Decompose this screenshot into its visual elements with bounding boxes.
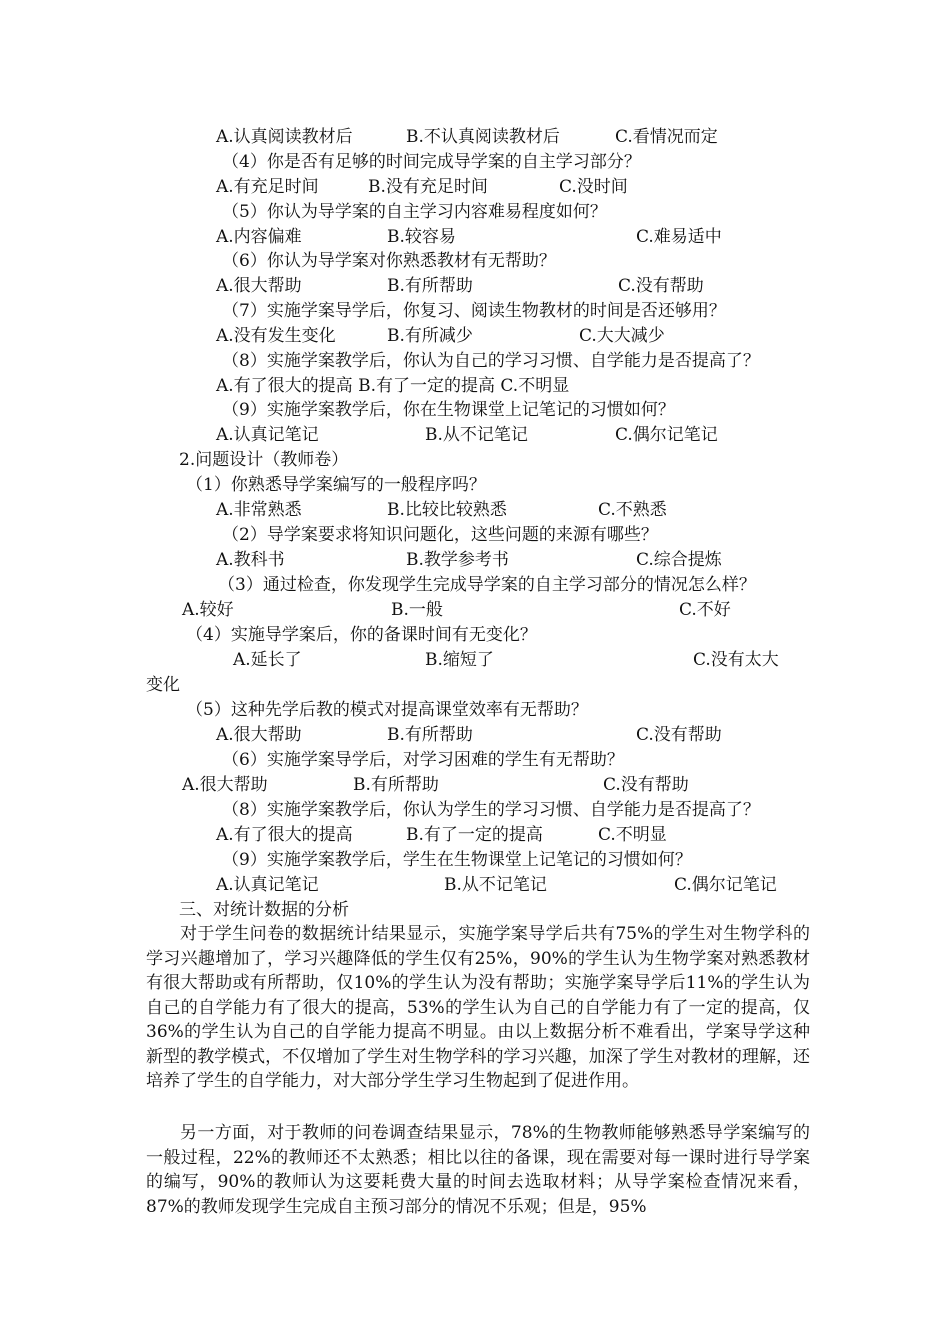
t1-option-a: A.非常熟悉 xyxy=(216,500,302,520)
t6-option-a: A.很大帮助 xyxy=(182,775,268,795)
q3-option-c: C.看情况而定 xyxy=(615,127,718,147)
t5-option-b: B.有所帮助 xyxy=(387,725,473,745)
q5-option-b: B.较容易 xyxy=(387,227,456,247)
t4-option-b: B.缩短了 xyxy=(425,650,494,670)
analysis-paragraph-1: 对于学生问卷的数据统计结果显示，实施学案导学后共有75%的学生对生物学科的学习兴趣增加了，学习兴趣降低的学生仅有25%，90%的学生认为生物学案对熟悉教材有很大帮助或有所帮助，仅10%的学生认为没有帮助；实施学案导学后11%的学生认为自己的自学能力有了很大的提高，53%的学生认为自己的自学能力有了一定的提高，仅36%的学生认为自己的自学能力提高不明显。由以上数据分析不难看出，学案导学这种新型的教学模式，不仅增加了学生对生物学科的学习兴趣，加深了学生对教材的理解，还培养了学生的自学能力，对大部分学生学习生物起到了促进作用。 xyxy=(146,924,810,1091)
t2-option-a: A.教科书 xyxy=(216,550,285,570)
analysis-paragraph-2: 另一方面，对于教师的问卷调查结果显示，78%的生物教师能够熟悉导学案编写的一般过程，22%的教师还不太熟悉；相比以往的备课，现在需要对每一课时进行导学案的编写，90%的教师认为这要耗费大量的时间去选取材料；从导学案检查情况来看，87%的教师发现学生完成自主预习部分的情况不乐观；但是，95% xyxy=(146,1123,810,1217)
q4-option-b: B.没有充足时间 xyxy=(368,177,488,197)
q7-option-a: A.没有发生变化 xyxy=(216,326,336,346)
q9-question: （9）实施学案教学后，你在生物课堂上记笔记的习惯如何？ xyxy=(222,400,675,420)
q9-option-b: B.从不记笔记 xyxy=(425,425,528,445)
t8-option-a: A.有了很大的提高 xyxy=(216,825,353,845)
t9-option-a: A.认真记笔记 xyxy=(216,875,319,895)
t6-option-c: C.没有帮助 xyxy=(603,775,689,795)
t5-question: （5）这种先学后教的模式对提高课堂效率有无帮助？ xyxy=(186,700,588,720)
q6-option-c: C.没有帮助 xyxy=(618,276,704,296)
t4-option-c: C.没有太大 xyxy=(693,650,779,670)
t6-option-b: B.有所帮助 xyxy=(353,775,439,795)
q8-options: A.有了很大的提高 B.有了一定的提高 C.不明显 xyxy=(216,376,570,396)
q6-option-a: A.很大帮助 xyxy=(216,276,302,296)
t1-option-c: C.不熟悉 xyxy=(598,500,667,520)
t4-question: （4）实施导学案后，你的备课时间有无变化？ xyxy=(186,625,537,645)
t2-option-c: C.综合提炼 xyxy=(636,550,722,570)
q6-question: （6）你认为导学案对你熟悉教材有无帮助？ xyxy=(222,251,556,271)
q4-question: （4）你是否有足够的时间完成导学案的自主学习部分？ xyxy=(222,152,641,172)
t1-question: （1）你熟悉导学案编写的一般程序吗？ xyxy=(186,475,486,495)
t3-question: （3）通过检查，你发现学生完成导学案的自主学习部分的情况怎么样？ xyxy=(218,575,756,595)
q3-option-a: A.认真阅读教材后 xyxy=(216,127,353,147)
t8-option-b: B.有了一定的提高 xyxy=(406,825,543,845)
q8-question: （8）实施学案教学后，你认为自己的学习习惯、自学能力是否提高了？ xyxy=(222,351,760,371)
q5-question: （5）你认为导学案的自主学习内容难易程度如何？ xyxy=(222,202,607,222)
t8-option-c: C.不明显 xyxy=(598,825,667,845)
t6-question: （6）实施学案导学后，对学习困难的学生有无帮助？ xyxy=(222,750,624,770)
t9-option-c: C.偶尔记笔记 xyxy=(674,875,777,895)
t9-question: （9）实施学案教学后，学生在生物课堂上记笔记的习惯如何？ xyxy=(222,850,692,870)
t2-question: （2）导学案要求将知识问题化，这些问题的来源有哪些？ xyxy=(222,525,658,545)
q7-question: （7）实施学案导学后，你复习、阅读生物教材的时间是否还够用？ xyxy=(222,301,726,321)
q3-option-b: B.不认真阅读教材后 xyxy=(406,127,560,147)
t1-option-b: B.比较比较熟悉 xyxy=(387,500,507,520)
q4-option-c: C.没时间 xyxy=(559,177,628,197)
t3-option-a: A.较好 xyxy=(182,600,234,620)
t4-option-c-continued: 变化 xyxy=(146,675,180,695)
q5-option-a: A.内容偏难 xyxy=(216,227,302,247)
t9-option-b: B.从不记笔记 xyxy=(444,875,547,895)
t4-option-a: A.延长了 xyxy=(233,650,302,670)
t3-option-c: C.不好 xyxy=(679,600,731,620)
t5-option-a: A.很大帮助 xyxy=(216,725,302,745)
q7-option-c: C.大大减少 xyxy=(579,326,665,346)
q4-option-a: A.有充足时间 xyxy=(216,177,319,197)
q7-option-b: B.有所减少 xyxy=(387,326,473,346)
t2-option-b: B.教学参考书 xyxy=(406,550,509,570)
q9-option-c: C.偶尔记笔记 xyxy=(615,425,718,445)
q5-option-c: C.难易适中 xyxy=(636,227,722,247)
t5-option-c: C.没有帮助 xyxy=(636,725,722,745)
q6-option-b: B.有所帮助 xyxy=(387,276,473,296)
q9-option-a: A.认真记笔记 xyxy=(216,425,319,445)
t3-option-b: B.一般 xyxy=(391,600,443,620)
section3-heading: 三、对统计数据的分析 xyxy=(179,900,349,920)
t8-question: （8）实施学案教学后，你认为学生的学习习惯、自学能力是否提高了？ xyxy=(222,800,760,820)
teacher-section-heading: 2.问题设计（教师卷） xyxy=(179,450,349,470)
